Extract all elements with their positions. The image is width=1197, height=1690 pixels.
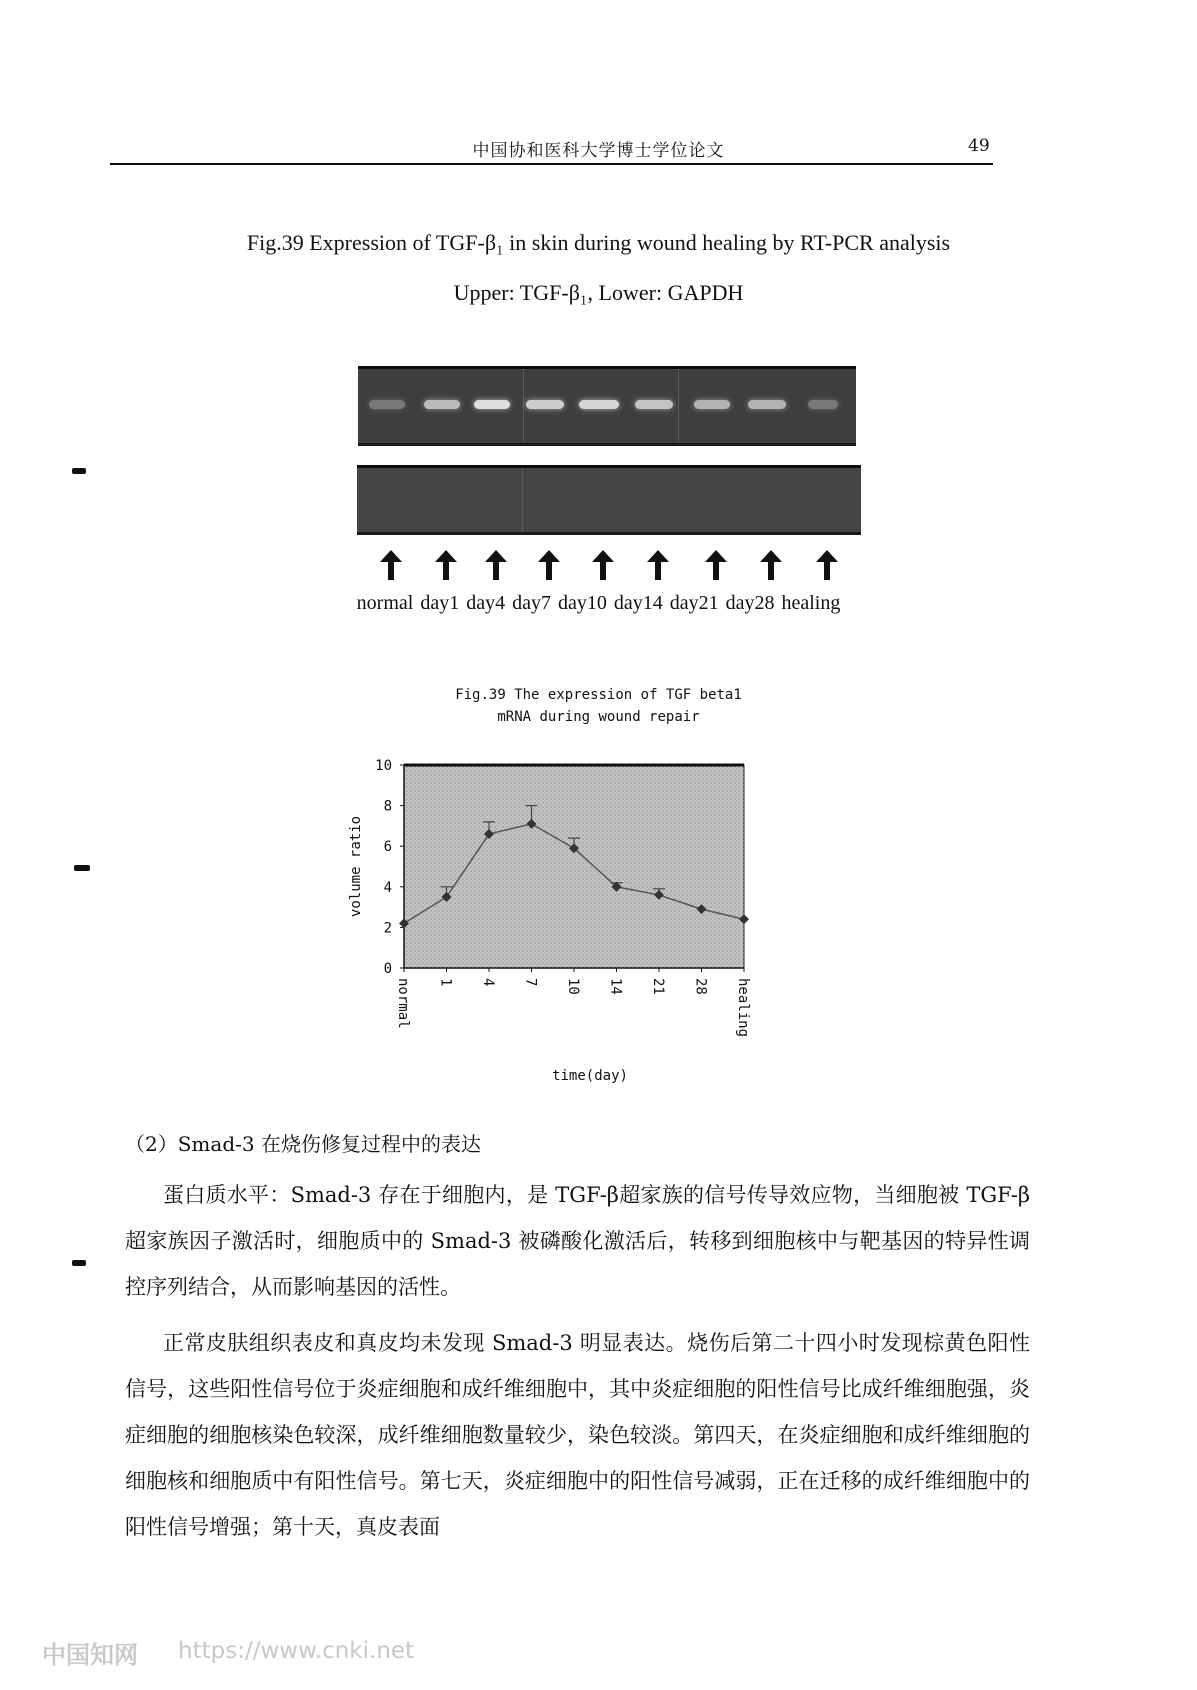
lane-arrow-icon bbox=[534, 550, 564, 580]
gel-lower-gapdh bbox=[357, 465, 861, 535]
paragraph-protein-level: 蛋白质水平：Smad-3 存在于细胞内，是 TGF-β超家族的信号传导效应物，当细胞被 TGF-β超家族因子激活时，细胞质中的 Smad-3 被磷酸化激活后，转移到细胞核中与靶基因的特异性调控序列结合，从而影响基因的活性。 bbox=[125, 1183, 1030, 1299]
x-tick-label: 28 bbox=[692, 978, 709, 995]
gel-band-1 bbox=[424, 400, 460, 409]
gel-band-4 bbox=[579, 400, 619, 409]
x-tick-label: normal bbox=[395, 978, 411, 1029]
lane-arrow-icon bbox=[701, 550, 731, 580]
gel-band-8 bbox=[808, 400, 838, 409]
chart-title: Fig.39 The expression of TGF beta1 mRNA during wound repair bbox=[455, 687, 742, 725]
gel-band-7 bbox=[748, 400, 786, 409]
running-header bbox=[0, 136, 1197, 166]
x-tick-label: 7 bbox=[522, 978, 539, 987]
paragraph-results: 正常皮肤组织表皮和真皮均未发现 Smad-3 明显表达。烧伤后第二十四小时发现棕黄色阳性信号，这些阳性信号位于炎症细胞和成纤维细胞中，其中炎症细胞的阳性信号比成纤维细胞强，炎症细胞的细胞核染色较深，成纤维细胞数量较少，染色较淡。第四天，在炎症细胞和成纤维细胞的细胞核和细胞质中有阳性信号。第七天，炎症细胞中的阳性信号减弱，正在迁移的成纤维细胞中的阳性信号增强；第十天，真皮表面 bbox=[125, 1331, 1030, 1539]
figure-caption: Fig.39 Expression of TGF-β₁ in skin during wound healing by RT-PCR analysis bbox=[246, 230, 951, 255]
cnki-watermark-url: https://www.cnki.net bbox=[178, 1638, 415, 1664]
y-tick-label: 0 bbox=[383, 961, 392, 977]
lane-arrow-icon bbox=[756, 550, 786, 580]
x-tick-label: healing bbox=[735, 978, 751, 1038]
lane-arrow-icon bbox=[643, 550, 673, 580]
y-tick-label: 10 bbox=[375, 758, 392, 774]
gel-divider bbox=[523, 369, 524, 443]
lane-arrow-icon bbox=[431, 550, 461, 580]
plot-area bbox=[404, 765, 744, 968]
lane-arrow-icon bbox=[376, 550, 406, 580]
header-rule bbox=[110, 163, 993, 165]
section-heading: （2）Smad-3 在烧伤修复过程中的表达 bbox=[125, 1132, 481, 1156]
gel-divider bbox=[678, 369, 679, 443]
gel-band-6 bbox=[694, 400, 730, 409]
lane-arrow-icon bbox=[812, 550, 842, 580]
gel-upper-tgf-beta1 bbox=[358, 366, 856, 446]
x-tick-label: 1 bbox=[437, 978, 454, 987]
cnki-watermark-logo: 中国知网 bbox=[42, 1641, 138, 1669]
lane-labels: normal day1 day4 day7 day10 day14 day21 day28 healing bbox=[356, 592, 841, 614]
gel-divider bbox=[522, 468, 523, 532]
x-tick-label: 4 bbox=[480, 978, 496, 987]
gel-band-5 bbox=[635, 400, 673, 409]
x-tick-label: 14 bbox=[607, 978, 624, 995]
gel-band-3 bbox=[526, 400, 564, 409]
gel-band-2 bbox=[474, 400, 510, 409]
y-axis-label: volume ratio bbox=[348, 815, 364, 918]
y-tick-label: 6 bbox=[383, 839, 392, 856]
margin-mark bbox=[74, 865, 90, 871]
lane-arrow-icon bbox=[588, 550, 618, 580]
gel-band-0 bbox=[369, 400, 405, 409]
y-tick-label: 2 bbox=[383, 920, 392, 937]
x-axis-label: time(day) bbox=[552, 1068, 628, 1084]
x-tick-label: 21 bbox=[650, 978, 666, 995]
x-tick-label: 10 bbox=[565, 978, 581, 995]
y-tick-label: 8 bbox=[383, 798, 392, 815]
header-title: 中国协和医科大学博士学位论文 bbox=[472, 141, 725, 161]
figure-subcaption: Upper: TGF-β₁, Lower: GAPDH bbox=[453, 280, 744, 305]
margin-mark bbox=[72, 468, 86, 474]
lane-arrow-icon bbox=[481, 550, 511, 580]
y-tick-label: 4 bbox=[383, 879, 392, 896]
page-number: 49 bbox=[968, 136, 990, 156]
margin-mark bbox=[72, 1260, 86, 1266]
line-chart bbox=[330, 750, 770, 1100]
